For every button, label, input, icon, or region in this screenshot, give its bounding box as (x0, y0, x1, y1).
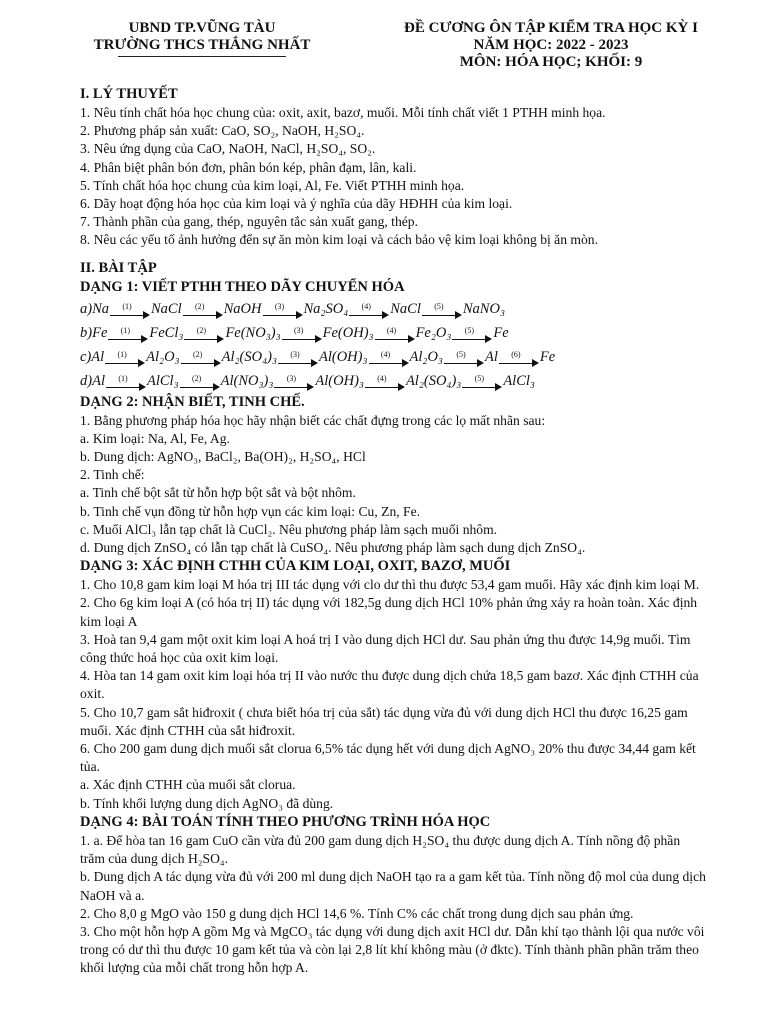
chain-species: Al(OH)₃ (315, 372, 364, 389)
reaction-arrow (499, 349, 539, 369)
chain-label: a) (80, 300, 93, 317)
chain-species: NaCl (151, 300, 182, 317)
reaction-arrow (263, 301, 303, 321)
step-number: (5) (474, 373, 484, 383)
chain-species: NaOH (223, 300, 262, 317)
exam-header (386, 20, 716, 71)
dang3-line: 6. Cho 200 gam dung dịch muối sắt clorua 6,5% tác dụng hết với dung dịch AgNO₃ 20% thu được 34,44 gam kết tủa. (80, 741, 696, 775)
reaction-arrow (184, 325, 224, 345)
reaction-arrow (422, 301, 462, 321)
reaction-arrow (106, 373, 146, 393)
step-number: (4) (377, 373, 387, 383)
step-number: (2) (192, 349, 203, 359)
reaction-arrow (462, 373, 502, 393)
dang3-line: 5. Cho 10,7 gam sắt hiđroxit ( chưa biết hóa trị của sắt) tác dụng vừa đủ với dung dịch HCl thu được 16,25 gam muối. Xác định CTHH của sắt hiđroxit. (80, 704, 688, 738)
dang3-line: 3. Hoà tan 9,4 gam một oxit kim loại A hoá trị I vào dung dịch HCl dư. Sau phản ứng thu được 14,9g muối. Tìm công thức hoá học của oxit kim loại. (80, 631, 691, 666)
step-number: (4) (386, 325, 397, 335)
step-number: (3) (274, 301, 285, 311)
dang3-title: DẠNG 3: XÁC ĐỊNH CTHH CỦA KIM LOẠI, OXIT, BAZƠ, MUỐI (80, 558, 511, 575)
theory-list (80, 104, 708, 250)
dang2-line: 2. Tinh chế: (80, 467, 145, 483)
chain-label: d) (80, 372, 93, 389)
dang2-list (80, 412, 708, 558)
step-number: (1) (120, 325, 131, 335)
dang3-list (80, 576, 708, 813)
reaction-arrow (183, 301, 223, 321)
dang2-title: DẠNG 2: NHẬN BIẾT, TINH CHẾ. (80, 393, 305, 410)
school-name: TRƯỜNG THCS THẮNG NHẤT (93, 37, 311, 53)
district-name: UBND TP.VŨNG TÀU (128, 20, 276, 36)
chain-species: Na (92, 300, 110, 317)
reaction-chain (80, 297, 708, 321)
dang4-line: 1. a. Để hòa tan 16 gam CuO cần vừa đủ 200 gam dung dịch H₂SO₄ thu được dung dịch A. Tính nồng độ phần trăm của dung dịch H₂SO₄. (80, 832, 681, 867)
school-year: NĂM HỌC: 2022 - 2023 (473, 37, 629, 53)
step-number: (5) (464, 325, 475, 335)
dang3-line: a. Xác định CTHH của muối sắt clorua. (80, 777, 296, 793)
theory-item: 1. Nêu tính chất hóa học chung của: oxit, axit, bazơ, muối. Mỗi tính chất viết 1 PTHH minh họa. (80, 105, 606, 120)
dang4-list (80, 832, 708, 978)
chain-species: Al₂(SO₄)₃ (405, 372, 462, 389)
chain-species: Fe (493, 324, 509, 341)
reaction-chain (80, 321, 708, 345)
reaction-arrow (365, 373, 405, 393)
dang2-line: b. Tinh chế vụn đồng từ hỗn hợp vụn các kim loại: Cu, Zn, Fe. (80, 503, 421, 519)
reaction-arrow (181, 349, 221, 369)
chain-species: Al₂(SO₄)₃ (221, 348, 277, 365)
dang1-title: DẠNG 1: VIẾT PTHH THEO DÃY CHUYỂN HÓA (80, 278, 405, 295)
theory-item: 5. Tính chất hóa học chung của kim loại, Al, Fe. Viết PTHH minh họa. (80, 177, 465, 193)
reaction-chain (80, 345, 708, 369)
section-exercises-title: II. BÀI TẬP (80, 259, 157, 276)
reaction-arrow (375, 325, 415, 345)
reaction-arrow (105, 349, 145, 369)
chain-species: FeCl₃ (149, 324, 184, 341)
reaction-arrow (369, 349, 409, 369)
dang2-line: 1. Bằng phương pháp hóa học hãy nhận biết các chất đựng trong các lọ mất nhãn sau: (80, 412, 546, 428)
chain-species: Al(NO₃)₃ (220, 372, 274, 389)
theory-item: 6. Dãy hoạt động hóa học của kim loại và ý nghĩa của dãy HĐHH của kim loại. (80, 196, 513, 212)
dang2-line: c. Muối AlCl₃ lẫn tạp chất là CuCl₂. Nêu phương pháp làm sạch muối nhôm. (80, 521, 498, 537)
step-number: (6) (511, 349, 521, 359)
chain-species: Fe(OH)₃ (322, 324, 374, 341)
chain-species: Al (91, 348, 105, 365)
step-number: (1) (122, 301, 132, 311)
step-number: (4) (361, 301, 371, 311)
chain-label: c) (80, 348, 92, 365)
chain-species: Fe₂O₃ (415, 324, 452, 341)
chain-species: Fe (92, 324, 108, 341)
step-number: (3) (293, 325, 304, 335)
chain-species: Al₂O₃ (409, 348, 443, 365)
header-underline (118, 56, 286, 57)
theory-item: 7. Thành phần của gang, thép, nguyên tắc sản xuất gang, thép. (80, 214, 418, 230)
exam-title: ĐỀ CƯƠNG ÔN TẬP KIỂM TRA HỌC KỲ I (404, 20, 698, 36)
reaction-arrow (278, 349, 318, 369)
chain-species: AlCl₃ (146, 372, 179, 389)
theory-item: 4. Phân biệt phân bón đơn, phân bón kép, phân đạm, lân, kali. (80, 159, 417, 175)
dang4-line: 3. Cho một hỗn hợp A gồm Mg và MgCO₃ tác dụng với dung dịch axit HCl dư. Dẫn khí tạo thành lội qua nước vôi trong có dư thì thu được 10 gam kết tủa và còn lại 2,8 lít khí không màu (ở đktc). Tính thành phần phần trăm theo khối lượng của mỗi chất trong hỗn hợp A. (80, 923, 705, 976)
step-number: (1) (118, 373, 128, 383)
step-number: (5) (456, 349, 466, 359)
theory-item: 2. Phương pháp sản xuất: CaO, SO₂, NaOH, H₂SO₄. (80, 123, 365, 139)
school-header (82, 20, 322, 57)
reaction-arrow (108, 325, 148, 345)
subject-grade: MÔN: HÓA HỌC; KHỐI: 9 (459, 54, 643, 70)
dang4-title: DẠNG 4: BÀI TOÁN TÍNH THEO PHƯƠNG TRÌNH HÓA HỌC (80, 813, 491, 830)
reaction-chains (80, 297, 708, 393)
theory-item: 3. Nêu ứng dụng của CaO, NaOH, NaCl, H₂SO₄, SO₂. (80, 141, 376, 157)
dang4-line: b. Dung dịch A tác dụng vừa đủ với 200 ml dung dịch NaOH tạo ra a gam kết tủa. Tính nồng độ mol của dung dịch NaOH và a. (80, 869, 706, 903)
step-number: (5) (434, 301, 444, 311)
reaction-arrow (274, 373, 314, 393)
chain-species: Al (92, 372, 105, 389)
step-number: (2) (196, 325, 207, 335)
chain-species: Fe (539, 348, 556, 365)
theory-item: 8. Nêu các yếu tố ảnh hưởng đến sự ăn mòn kim loại và cách bảo vệ kim loại không bị ăn mòn. (80, 232, 598, 248)
reaction-arrow (444, 349, 484, 369)
chain-species: Fe(NO₃)₃ (225, 324, 281, 341)
dang3-line: 4. Hòa tan 14 gam oxit kim loại hóa trị II vào nước thu được dung dịch chứa 18,5 gam bazơ. Xác định CTHH của oxit. (80, 668, 699, 702)
step-number: (3) (290, 349, 300, 359)
dang2-line: a. Tinh chế bột sắt từ hỗn hợp bột sắt và bột nhôm. (80, 485, 356, 501)
chain-species: Al (484, 348, 498, 365)
reaction-arrow (180, 373, 220, 393)
chain-species: NaNO₃ (462, 300, 505, 317)
chain-species: NaCl (390, 300, 421, 317)
dang3-line: 2. Cho 6g kim loại A (có hóa trị II) tác dụng với 182,5g dung dịch HCl 10% phản ứng xảy ra hoàn toàn. Xác định kim loại A (80, 595, 698, 629)
section-theory-title: I. LÝ THUYẾT (80, 86, 178, 102)
chain-species: Al₂O₃ (146, 348, 180, 365)
dang4-line: 2. Cho 8,0 g MgO vào 150 g dung dịch HCl 14,6 %. Tính C% các chất trong dung dịch sau phản ứng. (80, 905, 634, 921)
dang2-line: b. Dung dịch: AgNO₃, BaCl₂, Ba(OH)₂, H₂SO₄, HCl (80, 449, 366, 465)
chain-species: Na₂SO₄ (303, 300, 349, 317)
reaction-arrow (110, 301, 150, 321)
reaction-arrow (349, 301, 389, 321)
reaction-arrow (452, 325, 492, 345)
step-number: (4) (380, 349, 391, 359)
dang2-line: a. Kim loại: Na, Al, Fe, Ag. (80, 430, 230, 446)
step-number: (2) (194, 301, 205, 311)
chain-species: AlCl₃ (503, 372, 535, 389)
dang3-line: b. Tính khối lượng dung dịch AgNO₃ đã dùng. (80, 795, 334, 811)
dang2-line: d. Dung dịch ZnSO₄ có lẫn tạp chất là CuSO₄. Nêu phương pháp làm sạch dung dịch ZnSO₄. (80, 540, 586, 556)
dang3-line: 1. Cho 10,8 gam kim loại M hóa trị III tác dụng với clo dư thì thu được 53,4 gam muối. Hãy xác định kim loại M. (80, 577, 700, 593)
chain-label: b) (80, 324, 93, 341)
chain-species: Al(OH)₃ (319, 348, 368, 365)
document-body (80, 84, 708, 978)
step-number: (2) (191, 373, 202, 383)
step-number: (3) (286, 373, 297, 383)
reaction-chain (80, 369, 708, 393)
reaction-arrow (282, 325, 322, 345)
step-number: (1) (117, 349, 127, 359)
